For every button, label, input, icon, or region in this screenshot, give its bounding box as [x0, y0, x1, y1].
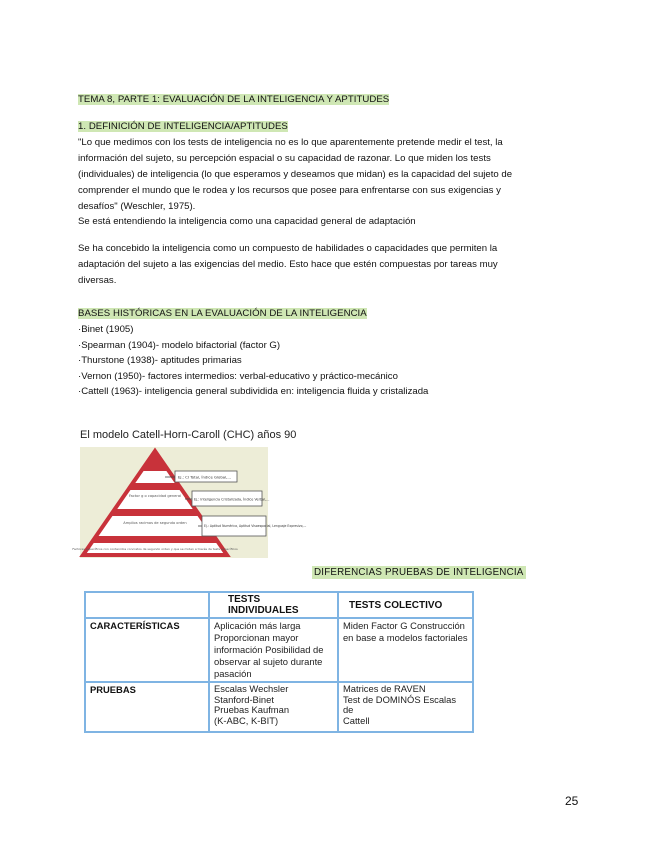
- callout-text-2: Ej.: Inteligencia Cristalizada, Índice Verbal,...: [194, 497, 270, 502]
- text-line: Se está entendiendo la inteligencia como una capacidad general de adaptación: [78, 216, 416, 227]
- pyramid-level3-text: Factores específicos con contenidos concretos de segundo orden y que se miden a través de tests específicos: [72, 547, 238, 551]
- pyramid-level2-text: Amplios racimos de segundo orden: [123, 521, 187, 525]
- text-line: información del sujeto, su percepción espacial o su capacidad de razonar. Lo que miden los tests: [78, 153, 491, 164]
- header-colectivo: TESTS COLECTIVO: [338, 592, 473, 618]
- pyramid-svg: [72, 447, 307, 558]
- page-number: 25: [565, 794, 579, 808]
- composite-paragraph: [78, 241, 578, 289]
- table-title: DIFERENCIAS PRUEBAS DE INTELIGENCIA: [314, 567, 524, 578]
- cell-text: Miden Factor G Construcción en base a modelos factoriales: [342, 620, 468, 643]
- text-line: diversas.: [78, 275, 117, 286]
- text-line: comprender el mundo que le rodea y los recursos que posee para enfrentarse con sus exigencias y: [78, 185, 501, 196]
- list-item: ·Cattell (1963)- inteligencia general subdividida en: inteligencia fluida y cristalizada: [78, 386, 429, 397]
- bases-list: [78, 322, 578, 400]
- pyramid-band-2: [109, 509, 201, 516]
- callout-text-3: Ej.: Aptitud Numérica, Aptitud Visoespacial, Lenguaje Expresivo,...: [204, 524, 307, 528]
- list-item: ·Thurstone (1938)- aptitudes primarias: [78, 355, 242, 366]
- model-title: El modelo Catell-Horn-Caroll (CHC) años 90: [80, 429, 297, 441]
- text-line: adaptación del sujeto a las exigencias del medio. Esto hace que estén compuestas por tareas muy: [78, 259, 498, 270]
- cell-text: Matrices de RAVEN Test de DOMINÓS Escalas de Cattell: [342, 683, 457, 726]
- row-label: PRUEBAS: [85, 682, 209, 732]
- list-item: ·Binet (1905): [78, 324, 134, 335]
- cell-text: Escalas Wechsler Stanford-Binet Pruebas Kaufman (K-ABC, K-BIT): [214, 683, 290, 726]
- section-heading-bases: BASES HISTÓRICAS EN LA EVALUACIÓN DE LA INTELIGENCIA: [78, 308, 367, 319]
- section-heading-definicion: 1. DEFINICIÓN DE INTELIGENCIA/APTITUDES: [78, 121, 288, 132]
- text-line: desafíos" (Weschler, 1975).: [78, 201, 196, 212]
- header-individual: TESTS INDIVIDUALES: [209, 592, 338, 618]
- list-item: ·Spearman (1904)- modelo bifactorial (factor G): [78, 339, 281, 351]
- cell-individual: [209, 618, 338, 682]
- pyramid-level1-text: Factor g o capacidad general: [128, 494, 182, 498]
- table-row: [85, 618, 473, 682]
- callout-text-1: Ej.: CI Total, Índice Global,...: [178, 474, 231, 480]
- definition-paragraph: [78, 135, 578, 229]
- chc-pyramid-figure: [72, 447, 307, 558]
- header-empty-cell: [85, 592, 209, 618]
- pyramid-band-1: [127, 483, 183, 490]
- text-line: "Lo que medimos con los tests de inteligencia no es lo que aparentemente pretende medir el test, la: [78, 137, 503, 148]
- cell-individual: [209, 682, 338, 732]
- cell-colectivo: [338, 618, 473, 682]
- differences-table: [84, 591, 474, 733]
- cell-colectivo: [338, 682, 473, 732]
- text-line: (individuales) de inteligencia (lo que esperamos y deseamos que midan) es la capacidad del sujeto de: [78, 169, 513, 180]
- document-title: TEMA 8, PARTE 1: EVALUACIÓN DE LA INTELIGENCIA Y APTITUDES: [78, 94, 390, 105]
- list-item: ·Vernon (1950)- factores intermedios: verbal-educativo y práctico-mecánico: [78, 370, 398, 382]
- pyramid-band-3: [90, 536, 220, 543]
- text-line: Se ha concebido la inteligencia como un compuesto de habilidades o capacidades que permiten la: [78, 243, 498, 254]
- cell-text: Aplicación más larga Proporcionan mayor información Posibilidad de observar al sujeto durante pasación: [214, 620, 324, 679]
- row-label: CARACTERÍSTICAS: [85, 618, 209, 682]
- table-header-row: [85, 592, 473, 618]
- table-row: [85, 682, 473, 732]
